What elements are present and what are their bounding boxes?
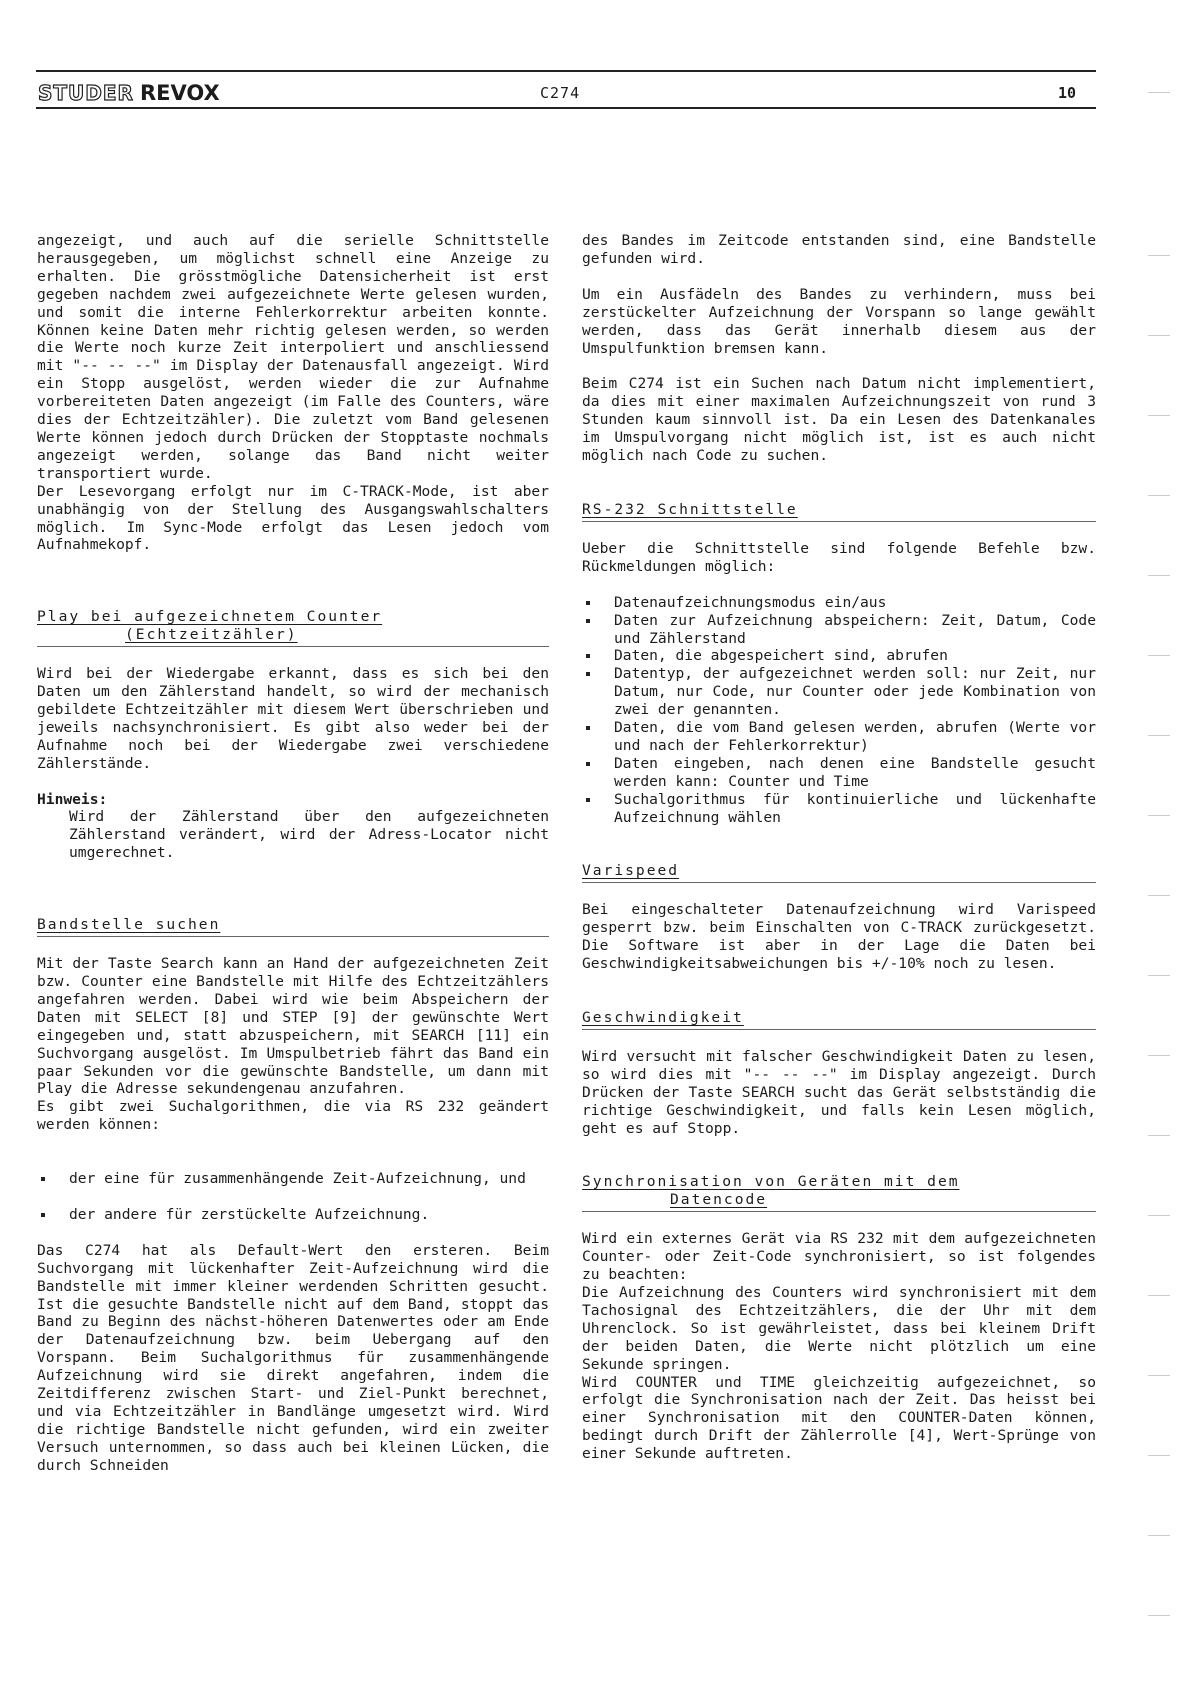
margin-mark bbox=[1148, 1215, 1170, 1216]
continuation-paragraph: des Bandes im Zeitcode entstanden sind, eine Bandstelle gefunden wird. bbox=[582, 232, 1096, 267]
vorspann-paragraph: Um ein Ausfädeln des Bandes zu verhindern, muss bei zerstückelter Aufzeichnung der Vorspann so lange gewählt werden, dass das Gerät innerhalb diesem aus der Umspulfunktion bremsen kann. bbox=[582, 285, 1096, 357]
margin-mark bbox=[1148, 575, 1170, 576]
margin-mark bbox=[1148, 92, 1170, 93]
right-column bbox=[582, 232, 1096, 1463]
section-title-rs232: RS-232 Schnittstelle bbox=[582, 500, 798, 518]
margin-mark bbox=[1148, 735, 1170, 736]
margin-mark bbox=[1148, 895, 1170, 896]
bandstelle-paragraph-3: Das C274 hat als Default-Wert den ersteren. Beim Suchvorgang mit lückenhafter Zeit-Aufzeichnung wird die Bandstelle mit immer kleiner werdenden Schritten gesucht. Ist die gesuchte Bandstelle nicht auf dem Band, stoppt das Band zu Beginn des nächst-höheren Datenwertes oder am Ende der Datenaufzeichnung bzw. beim Uebergang auf den Vorspann. Beim Suchalgorithmus für zusammenhängende Aufzeichnung wird sie direkt angefahren, indem die Zeitdifferenz zwischen Start- und Ziel-Punkt berechnet, und via Echtzeitzähler in Bandlänge umgesetzt wird. Wird die richtige Bandstelle nicht gefunden, wird ein zweiter Versuch unternommen, so dass auch bei kleinen Lücken, die durch Schneiden bbox=[37, 1241, 549, 1474]
margin-mark bbox=[1148, 335, 1170, 336]
intro-paragraph-2: Der Lesevorgang erfolgt nur im C-TRACK-Mode, ist aber unabhängig von der Stellung des Ausgangswahlschalters möglich. Im Sync-Mode erfolgt das Lesen jedoch vom Aufnahmekopf. bbox=[37, 482, 549, 554]
section-title-bandstelle: Bandstelle suchen bbox=[37, 916, 221, 934]
section-title-play: Play bei aufgezeichnetem Counter bbox=[37, 608, 383, 626]
rs232-command-list bbox=[582, 594, 1096, 827]
margin-mark bbox=[1148, 1535, 1170, 1536]
margin-mark bbox=[1148, 1375, 1170, 1376]
list-item: der eine für zusammenhängende Zeit-Aufzeichnung, und bbox=[37, 1170, 549, 1188]
list-item: der andere für zerstückelte Aufzeichnung. bbox=[37, 1206, 549, 1224]
margin-mark bbox=[1148, 1455, 1170, 1456]
margin-mark bbox=[1148, 255, 1170, 256]
bandstelle-paragraph-2: Es gibt zwei Suchalgorithmen, die via RS 232 geändert werden können: bbox=[37, 1098, 549, 1134]
margin-mark bbox=[1148, 1295, 1170, 1296]
section-bandstelle bbox=[37, 916, 549, 1474]
section-varispeed bbox=[582, 862, 1096, 973]
page-number: 10 bbox=[1058, 84, 1077, 102]
list-item: Daten zur Aufzeichnung abspeichern: Zeit, Datum, Code und Zählerstand bbox=[582, 612, 1096, 648]
brand-revox: REVOX bbox=[139, 81, 220, 105]
hint-label: Hinweis: bbox=[37, 790, 108, 808]
datum-paragraph: Beim C274 ist ein Suchen nach Datum nicht implementiert, da dies mit einer maximalen Aufzeichnungszeit von rund 3 Stunden kaum sinnvoll ist. Da ein Lesen des Datenkanales im Umspulvorgang nicht möglich ist, ist es auch nicht möglich nach Code zu suchen. bbox=[582, 375, 1096, 465]
margin-mark bbox=[1148, 415, 1170, 416]
list-item: Daten, die vom Band gelesen werden, abrufen (Werte vor und nach der Fehlerkorrektur) bbox=[582, 719, 1096, 755]
list-item: Datenaufzeichnungsmodus ein/aus bbox=[582, 594, 1096, 612]
margin-mark bbox=[1148, 1615, 1170, 1616]
rs232-intro: Ueber die Schnittstelle sind folgende Befehle bzw. Rückmeldungen möglich: bbox=[582, 539, 1096, 575]
sync-paragraph-2: Die Aufzeichnung des Counters wird synchronisiert mit dem Tachosignal des Echtzeitzählers, die der Uhr mit dem Uhrenclock. So ist gewährleistet, dass bei kleinem Drift der beiden Daten, die Werte nicht plötzlich um eine Sekunde springen. bbox=[582, 1283, 1096, 1373]
section-rs232 bbox=[582, 501, 1096, 827]
section-title-sync-sub: Datencode bbox=[670, 1191, 768, 1209]
margin-mark bbox=[1148, 655, 1170, 656]
geschwindigkeit-paragraph: Wird versucht mit falscher Geschwindigkeit Daten zu lesen, so wird dies mit "-- -- --" im Display angezeigt. Durch Drücken der Taste SEARCH sucht das Gerät selbstständig die richtige Geschwindigkeit, und falls kein Lesen möglich, geht es auf Stopp. bbox=[582, 1047, 1096, 1137]
section-title-play-sub: (Echtzeitzähler) bbox=[125, 626, 298, 644]
section-title-varispeed: Varispeed bbox=[582, 862, 680, 880]
section-title-geschwindigkeit: Geschwindigkeit bbox=[582, 1009, 744, 1026]
sync-paragraph-1: Wird ein externes Gerät via RS 232 mit dem aufgezeichneten Counter- oder Zeit-Code synchronisiert, so ist folgendes zu beachten: bbox=[582, 1230, 1096, 1284]
brand-logo bbox=[38, 82, 220, 104]
margin-mark bbox=[1148, 495, 1170, 496]
margin-mark bbox=[1148, 1055, 1170, 1056]
sync-paragraph-3: Wird COUNTER und TIME gleichzeitig aufgezeichnet, so erfolgt die Synchronisation nach der Zeit. Das heisst bei einer Synchronisation mit den COUNTER-Daten können, bedingt durch Drift der Zählerrolle [4], Wert-Sprünge von einer Sekunde auftreten. bbox=[582, 1373, 1096, 1463]
play-paragraph: Wird bei der Wiedergabe erkannt, dass es sich bei den Daten um den Zählerstand handelt, so wird der mechanisch gebildete Echtzeitzähler mit diesem Wert überschrieben und jeweils nachsynchronisiert. Es gibt also weder bei der Aufnahme noch bei der Wiedergabe zwei verschiedene Zählerstände. bbox=[37, 665, 549, 772]
section-play bbox=[37, 608, 549, 862]
header-rule-bottom bbox=[36, 107, 1096, 109]
section-title-sync: Synchronisation von Geräten mit dem bbox=[582, 1173, 960, 1191]
intro-paragraph: angezeigt, und auch auf die serielle Schnittstelle herausgegeben, um möglichst schnell eine Anzeige zu erhalten. Die grösstmögliche Datensicherheit ist erst gegeben nachdem zwei aufgezeichnete Werte gelesen wurden, und somit die interne Fehlerkorrektur arbeiten konnte. Können keine Daten mehr richtig gelesen werden, so werden die Werte noch kurze Zeit interpoliert und anschliessend mit "-- -- --" im Display der Datenausfall angezeigt. Wird ein Stopp ausgelöst, werden wieder die zur Aufnahme vorbereiteten Daten angezeigt (im Falle des Counters, wäre dies der Echtzeitzähler). Die zuletzt vom Band gelesenen Werte können jedoch durch Drücken der Stopptaste nochmals angezeigt werden, solange das Band nicht weiter transportiert wurde. bbox=[37, 232, 549, 482]
list-item: Daten eingeben, nach denen eine Bandstelle gesucht werden kann: Counter und Time bbox=[582, 755, 1096, 791]
varispeed-paragraph: Bei eingeschalteter Datenaufzeichnung wird Varispeed gesperrt bzw. beim Einschalten von C-TRACK zurückgesetzt. Die Software ist aber in der Lage die Daten bei Geschwindigkeitsabweichungen bis +/-10% noch zu lesen. bbox=[582, 901, 1096, 973]
list-item: Daten, die abgespeichert sind, abrufen bbox=[582, 647, 1096, 665]
search-algorithm-list bbox=[37, 1170, 549, 1224]
margin-mark bbox=[1148, 815, 1170, 816]
section-synchronisation bbox=[582, 1173, 1096, 1463]
margin-mark bbox=[1148, 1135, 1170, 1136]
bandstelle-paragraph-1: Mit der Taste Search kann an Hand der aufgezeichneten Zeit bzw. Counter eine Bandstelle mit Hilfe des Echtzeitzählers angefahren werden. Dabei wird wie beim Abspeichern der Daten mit SELECT [8] und STEP [9] der gewünschte Wert eingegeben und, statt abzuspeichern, mit SEARCH [11] ein Suchvorgang ausgelöst. Im Umspulbetrieb fährt das Band ein paar Sekunden vor die gewünschte Bandstelle, um dann mit Play die Adresse sekundengenau anzufahren. bbox=[37, 955, 549, 1098]
margin-marks bbox=[1148, 0, 1178, 1683]
list-item: Datentyp, der aufgezeichnet werden soll: nur Zeit, nur Datum, nur Code, nur Counter oder jede Kombination von zwei der genannten. bbox=[582, 665, 1096, 719]
header-rule-top bbox=[36, 70, 1096, 72]
left-column bbox=[37, 232, 549, 1475]
hint-paragraph: Wird der Zählerstand über den aufgezeichneten Zählerstand verändert, wird der Adress-Locator nicht umgerechnet. bbox=[69, 808, 549, 862]
margin-mark bbox=[1148, 975, 1170, 976]
section-geschwindigkeit bbox=[582, 1009, 1096, 1137]
list-item: Suchalgorithmus für kontinuierliche und lückenhafte Aufzeichnung wählen bbox=[582, 791, 1096, 827]
document-code: C274 bbox=[540, 84, 581, 102]
brand-studer: STUDER bbox=[38, 81, 134, 105]
